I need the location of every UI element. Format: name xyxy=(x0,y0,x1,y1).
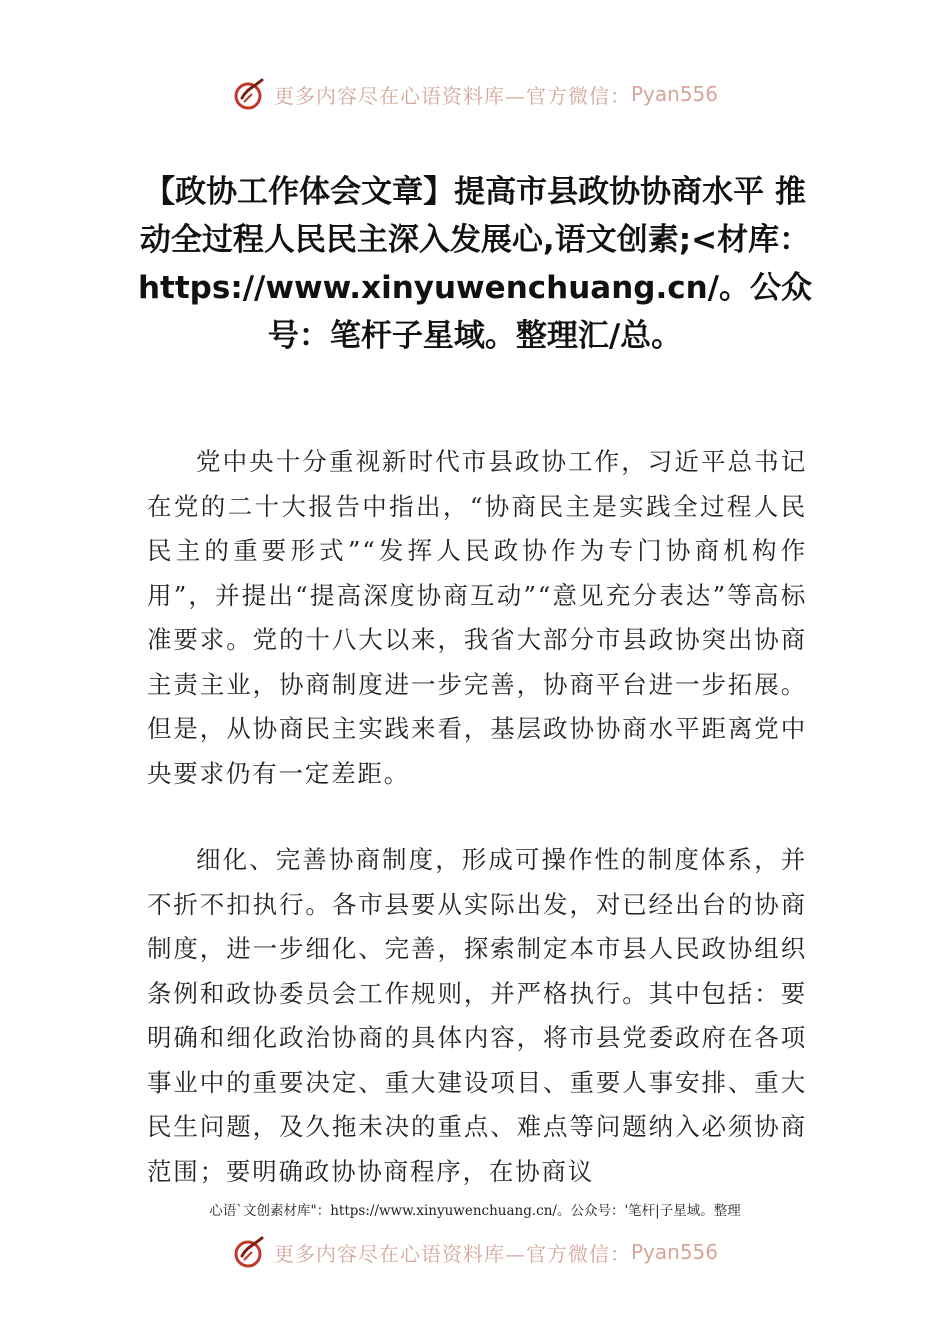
header-banner xyxy=(0,70,950,118)
footer-note: 心语`文创素材库"：https://www.xinyuwenchuang.cn/。公众号：'笔杆|子星域。整理 xyxy=(209,1203,741,1219)
banner-wechat-id: Pyan556 xyxy=(630,1240,718,1264)
pen-logo-icon xyxy=(232,1234,268,1270)
banner-wechat-id: Pyan556 xyxy=(630,82,718,106)
paragraph-1: 党中央十分重视新时代市县政协工作，习近平总书记在党的二十大报告中指出，“协商民主是实践全过程人民民主的重要形式”“发挥人民政协作为专门协商机构作用”，并提出“提高深度协商互动”“意见充分表达”等高标准要求。党的十八大以来，我省大部分市县政协突出协商主责主业，协商制度进一步完善，协商平台进一步拓展。但是，从协商民主实践来看，基层政协协商水平距离党中央要求仍有一定差距。 xyxy=(147,447,807,788)
footer-banner xyxy=(0,1228,950,1276)
document-title: 【政协工作体会文章】提高市县政协协商水平 推动全过程人民民主深入发展心,语文创素;<材库：https://www.xinyuwenchuang.cn/。公众号：笔杆子星域。整理汇/总。 xyxy=(137,174,813,354)
pen-logo-icon xyxy=(232,76,268,112)
paragraph-2: 细化、完善协商制度，形成可操作性的制度体系，并不折不扣执行。各市县要从实际出发，对已经出台的协商制度，进一步细化、完善，探索制定本市县人民政协组织条例和政协委员会工作规则，并严格执行。其中包括：要明确和细化政治协商的具体内容，将市县党委政府在各项事业中的重要决定、重大建设项目、重要人事安排、重大民生问题，及久拖未决的重点、难点等问题纳入必须协商范围；要明确政协协商程序，在协商议 xyxy=(147,845,807,1186)
banner-text: 更多内容尽在心语资料库—官方微信： xyxy=(273,83,631,108)
banner-text: 更多内容尽在心语资料库—官方微信： xyxy=(273,1241,631,1266)
